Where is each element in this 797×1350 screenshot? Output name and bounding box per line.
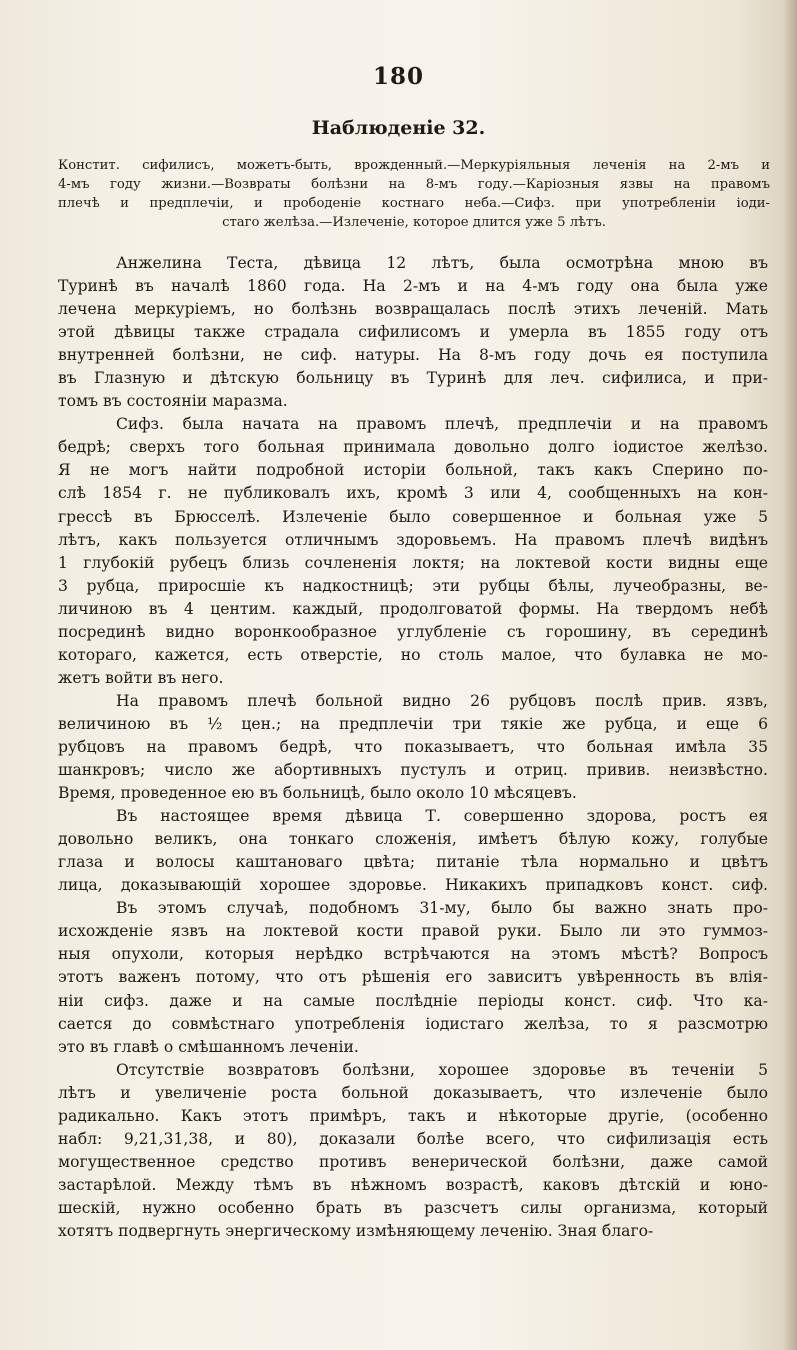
page-number: 180 [372, 63, 424, 90]
body-line: глаза и волосы каштановаго цвѣта; питаніе тѣла нормально и цвѣтъ [58, 853, 768, 872]
summary-line: Констит. сифилисъ, можетъ-быть, врожденный.—Меркуріяльныя леченія на 2-мъ и [58, 158, 770, 173]
observation-heading: Наблюденіе 32. [311, 117, 486, 139]
body-line: исхожденіе язвъ на локтевой кости правой руки. Было ли это гуммоз- [58, 922, 768, 941]
body-line: радикально. Какъ этотъ примѣръ, такъ и нѣкоторые другіе, (особенно [58, 1106, 768, 1125]
body-line: сается до совмѣстнаго употребленія іодистаго желѣза, то я разсмотрю [58, 1014, 768, 1033]
summary-line: стаго желѣза.—Излеченіе, которое длится уже 5 лѣтъ. [222, 215, 606, 230]
body-line: котораго, кажется, есть отверстіе, но столь малое, что булавка не мо- [58, 645, 768, 664]
body-line: томъ въ состояніи маразма. [58, 392, 288, 411]
body-line: рубцовъ на правомъ бедрѣ, что показываетъ, что больная имѣла 35 [58, 737, 768, 756]
body-line: слѣ 1854 г. не публиковалъ ихъ, кромѣ 3 или 4, сообщенныхъ на кон- [58, 484, 768, 503]
body-line: этой дѣвицы также страдала сифилисомъ и умерла въ 1855 году отъ [58, 323, 768, 342]
body-line: довольно великъ, она тонкаго сложенія, имѣетъ бѣлую кожу, голубые [58, 830, 768, 849]
body-line: Время, проведенное ею въ больницѣ, было около 10 мѣсяцевъ. [58, 784, 577, 803]
body-line: 1 глубокій рубецъ близь сочлененія локтя; на локтевой кости видны еще [58, 553, 768, 572]
body-line: величиною въ ½ цен.; на предплечіи три тякіе же рубца, и еще 6 [58, 714, 768, 733]
body-line: Сифз. была начата на правомъ плечѣ, предплечіи и на правомъ [116, 415, 768, 434]
summary-line: плечѣ и предплечіи, и прободеніе костнаго неба.—Сифз. при употребленіи іоди- [58, 196, 770, 211]
case-body [58, 252, 768, 1243]
body-line: На правомъ плечѣ больной видно 26 рубцовъ послѣ прив. язвъ, [116, 691, 768, 710]
case-summary [58, 156, 770, 232]
body-line: личиною въ 4 центим. каждый, продолговатой формы. На твердомъ небѣ [58, 599, 768, 618]
body-line: грессѣ въ Брюсселѣ. Излеченіе было совершенное и больная уже 5 [58, 507, 768, 526]
body-line: ніи сифз. даже и на самые послѣдніе періоды конст. сиф. Что ка- [58, 991, 768, 1010]
body-line: застарѣлой. Между тѣмъ въ нѣжномъ возрастѣ, каковъ дѣтскій и юно- [58, 1175, 768, 1194]
body-line: въ Глазную и дѣтскую больницу въ Туринѣ для леч. сифилиса, и при- [58, 369, 768, 388]
body-line: Анжелина Теста, дѣвица 12 лѣтъ, была осмотрѣна мною въ [116, 254, 768, 272]
page-edge-shadow [783, 0, 797, 1350]
body-line: 3 рубца, приросшіе къ надкостницѣ; эти рубцы бѣлы, лучеобразны, ве- [58, 576, 768, 595]
body-line: набл: 9,21,31,38, и 80), доказали болѣе всего, что сифилизація есть [58, 1129, 768, 1148]
body-line: могущественное средство противъ венерической болѣзни, даже самой [58, 1152, 768, 1171]
body-line: внутренней болѣзни, не сиф. натуры. На 8-мъ году дочь ея поступила [58, 346, 768, 365]
body-line: Въ этомъ случаѣ, подобномъ 31-му, было бы важно знать про- [116, 899, 768, 918]
body-line: шескій, нужно особенно брать въ разсчетъ силы организма, который [58, 1198, 768, 1217]
body-line: Туринѣ въ началѣ 1860 года. На 2-мъ и на 4-мъ году она была уже [58, 277, 768, 296]
body-line: Я не могъ найти подробной исторіи больной, такъ какъ Сперино по- [58, 461, 768, 480]
summary-line: 4-мъ году жизни.—Возвраты болѣзни на 8-мъ году.—Каріозныя язвы на правомъ [58, 177, 770, 192]
body-line: лечена меркуріемъ, но болѣзнь возвращалась послѣ этихъ леченій. Мать [58, 300, 768, 319]
body-line: лѣтъ и увеличеніе роста больной доказываетъ, что излеченіе было [58, 1083, 768, 1102]
body-line: Въ настоящее время дѣвица Т. совершенно здорова, ростъ ея [116, 807, 768, 826]
body-line: лѣтъ, какъ пользуется отличнымъ здоровьемъ. На правомъ плечѣ видѣнъ [58, 530, 768, 549]
body-line: лица, доказывающій хорошее здоровье. Никакихъ припадковъ конст. сиф. [58, 876, 768, 895]
body-line: Отсутствіе возвратовъ болѣзни, хорошее здоровье въ теченіи 5 [116, 1060, 768, 1079]
body-line: жетъ войти въ него. [58, 668, 224, 687]
body-line: этотъ важенъ потому, что отъ рѣшенія его зависитъ увѣренность въ влія- [58, 968, 768, 987]
body-line: посрединѣ видно воронкообразное углубленіе съ горошину, въ серединѣ [58, 622, 768, 641]
body-line: бедрѣ; сверхъ того больная принимала довольно долго іодистое желѣзо. [58, 438, 768, 457]
body-line: хотятъ подвергнуть энергическому измѣняющему леченію. Зная благо- [58, 1221, 654, 1240]
body-line: шанкровъ; число же абортивныхъ пустулъ и отриц. привив. неизвѣстно. [58, 761, 768, 780]
body-line: это въ главѣ о смѣшанномъ леченіи. [58, 1037, 359, 1056]
body-line: ныя опухоли, которыя нерѣдко встрѣчаются на этомъ мѣстѣ? Вопросъ [58, 945, 768, 964]
